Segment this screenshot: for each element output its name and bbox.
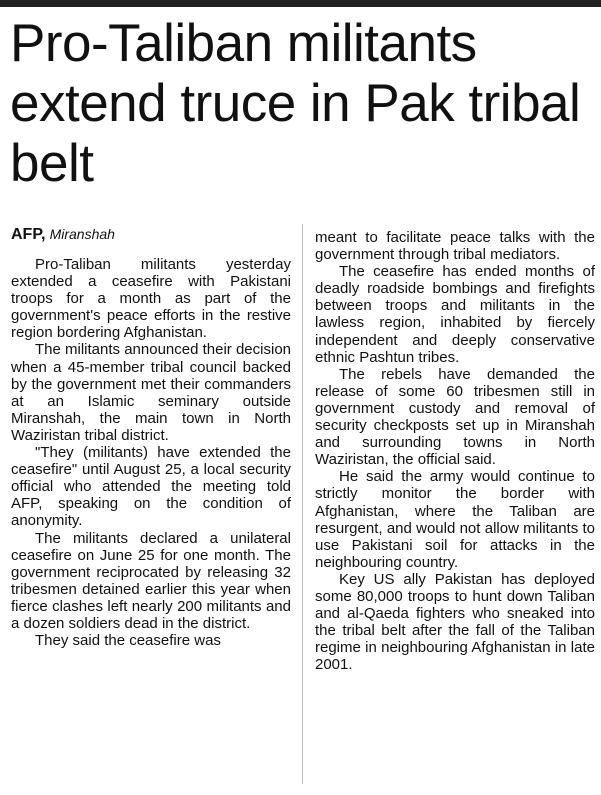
paragraph: He said the army would continue to strictly monitor the border with Afghanistan, where the Taliban are resurgent, and would not allow militants to use Pakistani soil for attacks in the neighbouring country. bbox=[315, 468, 595, 571]
paragraph: Pro-Taliban militants yesterday extended a ceasefire with Pakistani troops for a month as part of the government's peace efforts in the restive region bordering Afghanistan. bbox=[11, 256, 291, 342]
byline-agency: AFP, bbox=[11, 226, 46, 243]
article-column-right bbox=[315, 229, 595, 673]
paragraph: The rebels have demanded the release of some 60 tribesmen still in government custody and removal of security checkposts set up in Miranshah and surrounding towns in North Waziristan, the official said. bbox=[315, 365, 595, 469]
paragraph: The ceasefire has ended months of deadly roadside bombings and firefights between troops and militants in the lawless region, inhabited by fiercely independent and deeply conservative ethnic Pashtun tribes. bbox=[315, 263, 595, 366]
byline bbox=[11, 226, 291, 243]
paragraph: The militants announced their decision when a 45-member tribal council backed by the government met their commanders at an Islamic seminary outside Miranshah, the main town in North Waziristan tribal district. bbox=[11, 341, 291, 444]
paragraph: The militants declared a unilateral ceasefire on June 25 for one month. The government reciprocated by releasing 32 tribesmen detained earlier this year when fierce clashes left nearly 200 militants and a dozen soldiers dead in the district. bbox=[11, 529, 291, 632]
article-column-left bbox=[11, 226, 291, 649]
paragraph-continued: meant to facilitate peace talks with the government through tribal mediators. bbox=[315, 229, 595, 264]
top-rule bbox=[0, 0, 601, 7]
byline-location: Miranshah bbox=[49, 226, 115, 242]
column-divider bbox=[302, 224, 303, 784]
paragraph: They said the ceasefire was bbox=[35, 632, 221, 650]
paragraph: "They (militants) have extended the ceasefire" until August 25, a local security official who attended the meeting told AFP, speaking on the condition of anonymity. bbox=[11, 444, 291, 530]
headline: Pro-Taliban militants extend truce in Pak tribal belt bbox=[10, 14, 581, 193]
paragraph: Key US ally Pakistan has deployed some 80,000 troops to hunt down Taliban and al-Qaeda fighters who sneaked into the tribal belt after the fall of the Taliban regime in neighbouring Afghanistan in late 2001. bbox=[315, 570, 595, 674]
